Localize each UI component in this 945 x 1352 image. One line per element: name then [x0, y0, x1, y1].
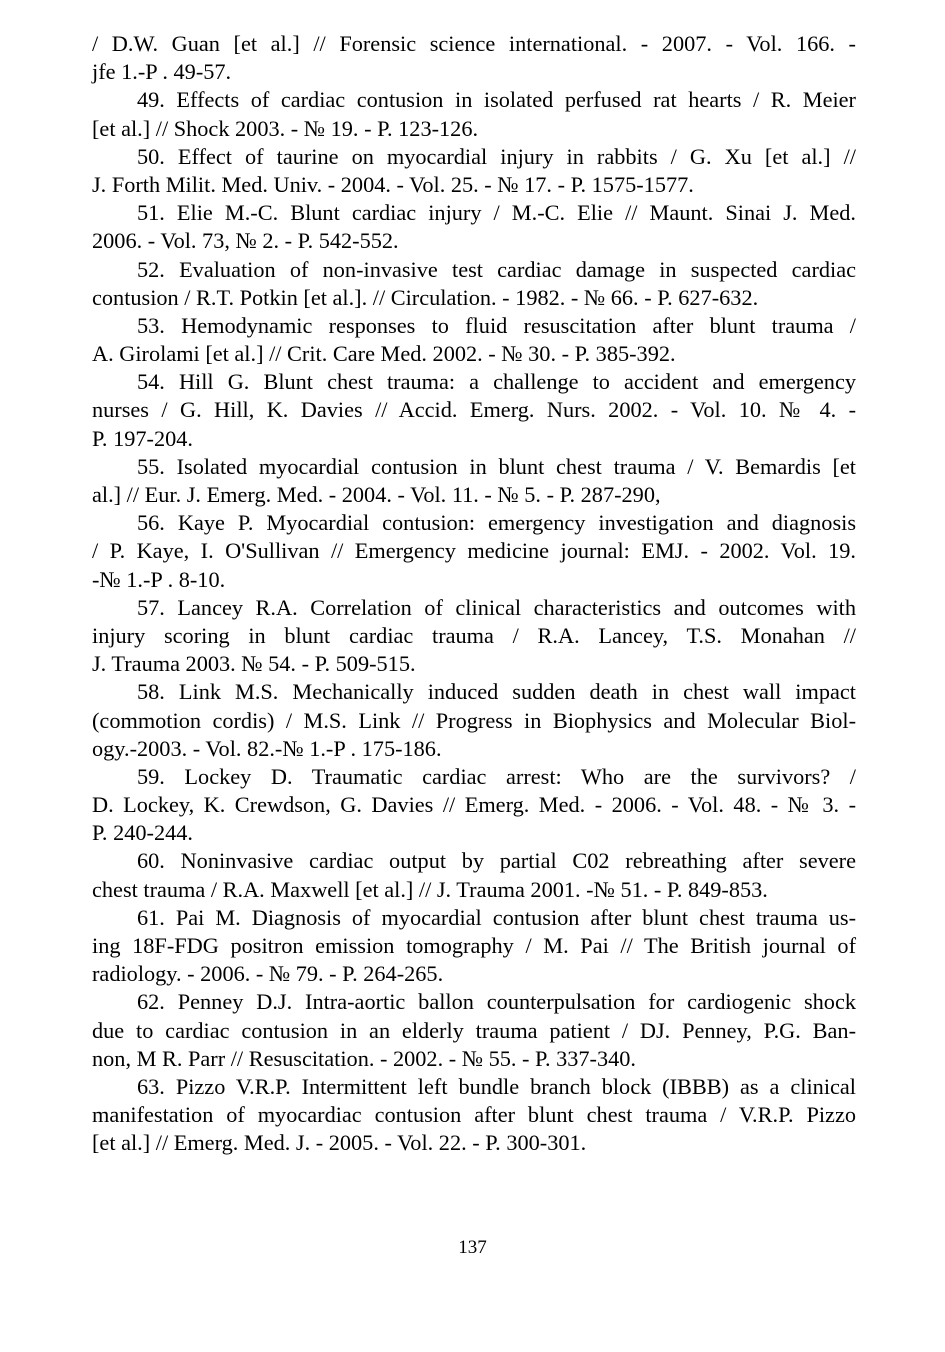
reference-list: [92, 30, 856, 1158]
page-number: 137: [458, 1237, 487, 1258]
reference-line: J. Trauma 2003. № 54. - P. 509-515.: [92, 651, 416, 677]
reference-line: 63. Pizzo V.R.P. Intermittent left bundle branch block (IBBB) as a clinical: [137, 1073, 856, 1099]
reference-item-56: [92, 509, 856, 594]
reference-line: al.] // Eur. J. Emerg. Med. - 2004. - Vol. 11. - № 5. - P. 287-290,: [92, 482, 661, 507]
reference-item-54: [92, 368, 856, 453]
reference-line: [et al.] // Emerg. Med. J. - 2005. - Vol. 22. - P. 300-301.: [92, 1130, 587, 1156]
reference-line: 55. Isolated myocardial contusion in blunt chest trauma / V. Bemardis [et: [137, 453, 856, 479]
reference-line: 58. Link M.S. Mechanically induced sudden death in chest wall impact: [137, 679, 856, 705]
reference-item-51: [92, 199, 856, 255]
reference-line: due to cardiac contusion in an elderly trauma patient / DJ. Penney, P.G. Ban-: [92, 1017, 856, 1043]
reference-item-50: [92, 143, 856, 199]
reference-line: 49. Effects of cardiac contusion in isolated perfused rat hearts / R. Meier: [137, 87, 856, 113]
reference-line: J. Forth Milit. Med. Univ. - 2004. - Vol. 25. - № 17. - P. 1575-1577.: [92, 171, 694, 197]
reference-line: radiology. - 2006. - № 79. - P. 264-265.: [92, 961, 444, 987]
reference-line: chest trauma / R.A. Maxwell [et al.] // J. Trauma 2001. -№ 51. - P. 849-853.: [92, 876, 768, 902]
reference-line: 53. Hemodynamic responses to fluid resuscitation after blunt trauma /: [137, 312, 856, 338]
reference-line: 50. Effect of taurine on myocardial injury in rabbits / G. Xu [et al.] //: [137, 143, 856, 169]
reference-line: ogy.-2003. - Vol. 82.-№ 1.-P . 175-186.: [92, 735, 442, 761]
reference-item-59: [92, 763, 856, 848]
reference-line: contusion / R.T. Potkin [et al.]. // Circulation. - 1982. - № 66. - P. 627-632.: [92, 284, 759, 310]
reference-item-55: [92, 453, 856, 509]
reference-line: -№ 1.-P . 8-10.: [92, 566, 226, 592]
reference-line: 59. Lockey D. Traumatic cardiac arrest: Who are the survivors? /: [137, 763, 856, 789]
reference-line: (commotion cordis) / M.S. Link // Progress in Biophysics and Molecular Biol-: [92, 707, 856, 733]
reference-line: nurses / G. Hill, K. Davies // Accid. Emerg. Nurs. 2002. - Vol. 10. № 4. -: [92, 397, 856, 423]
reference-item-61: [92, 904, 856, 989]
reference-line: D. Lockey, K. Crewdson, G. Davies // Emerg. Med. - 2006. - Vol. 48. - № 3. -: [92, 792, 856, 818]
reference-item-57: [92, 594, 856, 679]
reference-line: 52. Evaluation of non-invasive test cardiac damage in suspected cardiac: [137, 256, 856, 282]
reference-line: P. 197-204.: [92, 425, 193, 451]
reference-line: / P. Kaye, I. O'Sullivan // Emergency medicine journal: EMJ. - 2002. Vol. 19.: [92, 538, 856, 564]
reference-line: 54. Hill G. Blunt chest trauma: a challenge to accident and emergency: [137, 369, 856, 395]
reference-line: manifestation of myocardiac contusion after blunt chest trauma / V.R.P. Pizzo: [92, 1102, 856, 1128]
reference-line: ing 18F-FDG positron emission tomography / M. Pai // The British journal of: [92, 933, 856, 958]
reference-line: 2006. - Vol. 73, № 2. - P. 542-552.: [92, 228, 399, 254]
reference-line: 57. Lancey R.A. Correlation of clinical characteristics and outcomes with: [137, 594, 856, 620]
reference-line: [et al.] // Shock 2003. - № 19. - P. 123-126.: [92, 115, 479, 141]
reference-item-49: [92, 86, 856, 142]
reference-line: A. Girolami [et al.] // Crit. Care Med. 2002. - № 30. - P. 385-392.: [92, 341, 676, 367]
reference-item-52: [92, 256, 856, 312]
reference-line: non, M R. Parr // Resuscitation. - 2002. - № 55. - P. 337-340.: [92, 1045, 636, 1071]
reference-item-48-continued: [92, 30, 856, 86]
reference-line: jfe 1.-P . 49-57.: [92, 59, 232, 85]
reference-line: 60. Noninvasive cardiac output by partial C02 rebreathing after severe: [137, 848, 856, 874]
reference-item-53: [92, 312, 856, 368]
reference-item-63: [92, 1073, 856, 1158]
reference-line: 62. Penney D.J. Intra-aortic ballon counterpulsation for cardiogenic shock: [137, 989, 856, 1015]
reference-line: 56. Kaye P. Myocardial contusion: emergency investigation and diagnosis: [137, 510, 856, 536]
reference-line: injury scoring in blunt cardiac trauma / R.A. Lancey, T.S. Monahan //: [92, 622, 856, 648]
reference-line: 61. Pai M. Diagnosis of myocardial contusion after blunt chest trauma us-: [137, 904, 856, 930]
reference-item-60: [92, 847, 856, 903]
reference-line: / D.W. Guan [et al.] // Forensic science international. - 2007. - Vol. 166. -: [92, 31, 856, 56]
reference-line: P. 240-244.: [92, 820, 193, 846]
reference-item-58: [92, 678, 856, 763]
reference-item-62: [92, 988, 856, 1073]
reference-line: 51. Elie M.-C. Blunt cardiac injury / M.-C. Elie // Maunt. Sinai J. Med.: [137, 200, 856, 226]
